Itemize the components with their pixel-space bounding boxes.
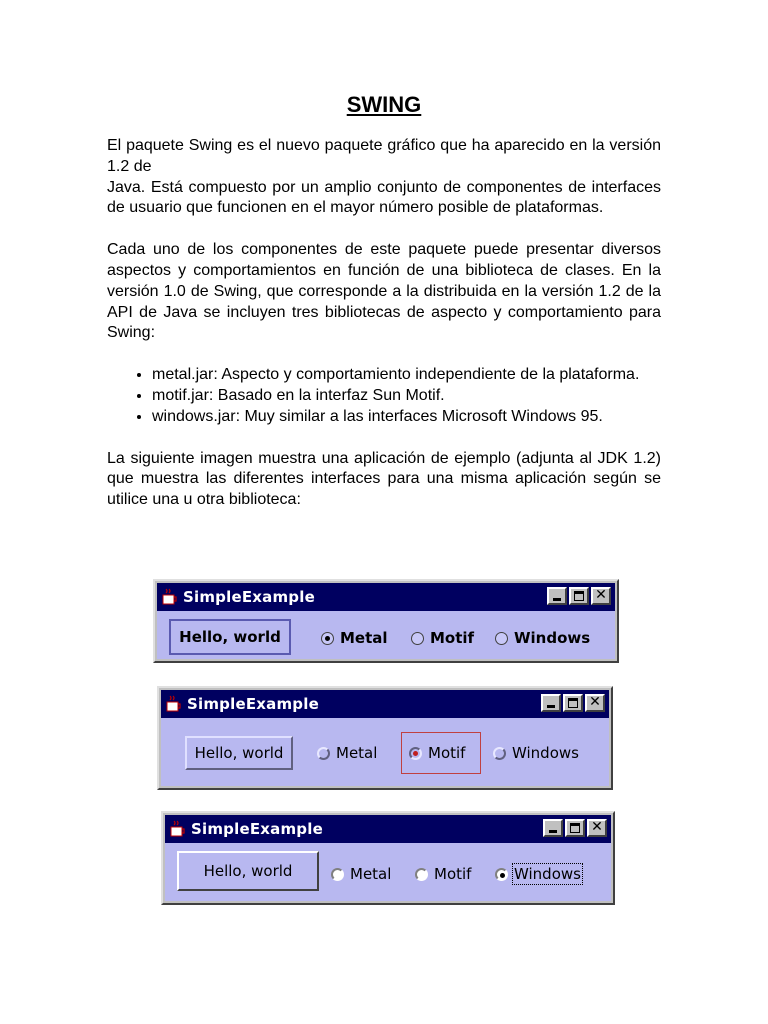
radio-unselected-icon [415, 868, 428, 881]
maximize-button[interactable] [565, 819, 585, 837]
radio-motif[interactable] [411, 629, 474, 647]
radio-unselected-icon [495, 632, 508, 645]
maximize-button[interactable] [569, 587, 589, 605]
document-body [107, 136, 661, 511]
radio-selected-icon [321, 632, 334, 645]
close-button[interactable]: ✕ [591, 587, 611, 605]
list-item: • windows.jar: Muy similar a las interfaces Microsoft Windows 95. [152, 407, 661, 428]
radio-windows[interactable] [493, 744, 579, 762]
radio-label: Metal [350, 865, 392, 883]
hello-world-button[interactable]: Hello, world [169, 619, 291, 655]
radio-label: Windows [514, 629, 591, 647]
close-button[interactable]: ✕ [585, 694, 605, 712]
radio-motif[interactable] [415, 865, 471, 883]
minimize-button[interactable] [543, 819, 563, 837]
java-cup-icon [165, 695, 183, 713]
window-motif [157, 686, 613, 790]
radio-label: Metal [340, 629, 388, 647]
radio-label: Metal [336, 744, 378, 762]
radio-metal[interactable] [317, 744, 377, 762]
library-list [107, 365, 661, 427]
window-content [157, 611, 615, 659]
paragraph-3: La siguiente imagen muestra una aplicación de ejemplo (adjunta al JDK 1.2) que muestra las diferentes interfaces para una misma aplicación según se utilice una u otra biblioteca: [107, 449, 661, 509]
window-title: SimpleExample [183, 588, 315, 606]
radio-label: Windows [512, 744, 579, 762]
radio-label: Motif [430, 629, 475, 647]
close-button[interactable]: ✕ [587, 819, 607, 837]
window-windows [161, 811, 615, 905]
list-item: • metal.jar: Aspecto y comportamiento independiente de la plataforma. [152, 365, 661, 386]
radio-selected-icon [495, 868, 508, 881]
list-item: • motif.jar: Basado en la interfaz Sun Motif. [152, 386, 661, 407]
java-cup-icon [169, 820, 187, 838]
window-metal [153, 579, 619, 663]
radio-unselected-icon [411, 632, 424, 645]
window-title: SimpleExample [191, 820, 323, 838]
paragraph-2: Cada uno de los componentes de este paquete puede presentar diversos aspectos y comportamientos en función de una biblioteca de clases. En la versión 1.0 de Swing, que corresponde a la distribuida en la versión 1.2 de la API de Java se incluyen tres bibliotecas de aspecto y comportamiento para Swing: [107, 241, 661, 342]
paragraph-1b: Java. Está compuesto por un amplio conjunto de componentes de interfaces de usuario que funcionen en el mayor número posible de plataformas. [107, 178, 661, 217]
title-bar[interactable] [165, 815, 611, 843]
title-bar[interactable] [157, 583, 615, 611]
radio-windows[interactable] [495, 865, 581, 883]
minimize-button[interactable] [541, 694, 561, 712]
window-title: SimpleExample [187, 695, 319, 713]
paragraph-1a: El paquete Swing es el nuevo paquete gráfico que ha aparecido en la versión 1.2 de [107, 137, 661, 175]
radio-unselected-icon [493, 747, 506, 760]
java-cup-icon [161, 588, 179, 606]
window-content [165, 843, 611, 901]
hello-world-button[interactable]: Hello, world [177, 851, 319, 891]
maximize-button[interactable] [563, 694, 583, 712]
window-content [161, 718, 609, 786]
radio-label: Motif [428, 744, 466, 762]
radio-unselected-icon [331, 868, 344, 881]
radio-unselected-icon [317, 747, 330, 760]
radio-metal[interactable] [321, 629, 388, 647]
radio-label: Motif [434, 865, 472, 883]
radio-windows[interactable] [495, 629, 590, 647]
hello-world-button[interactable]: Hello, world [185, 736, 293, 770]
page-title: SWING [346, 92, 422, 117]
radio-metal[interactable] [331, 865, 391, 883]
radio-selected-icon [409, 747, 422, 760]
radio-motif[interactable] [409, 744, 465, 762]
title-bar[interactable] [161, 690, 609, 718]
minimize-button[interactable] [547, 587, 567, 605]
radio-label: Windows [514, 865, 581, 883]
